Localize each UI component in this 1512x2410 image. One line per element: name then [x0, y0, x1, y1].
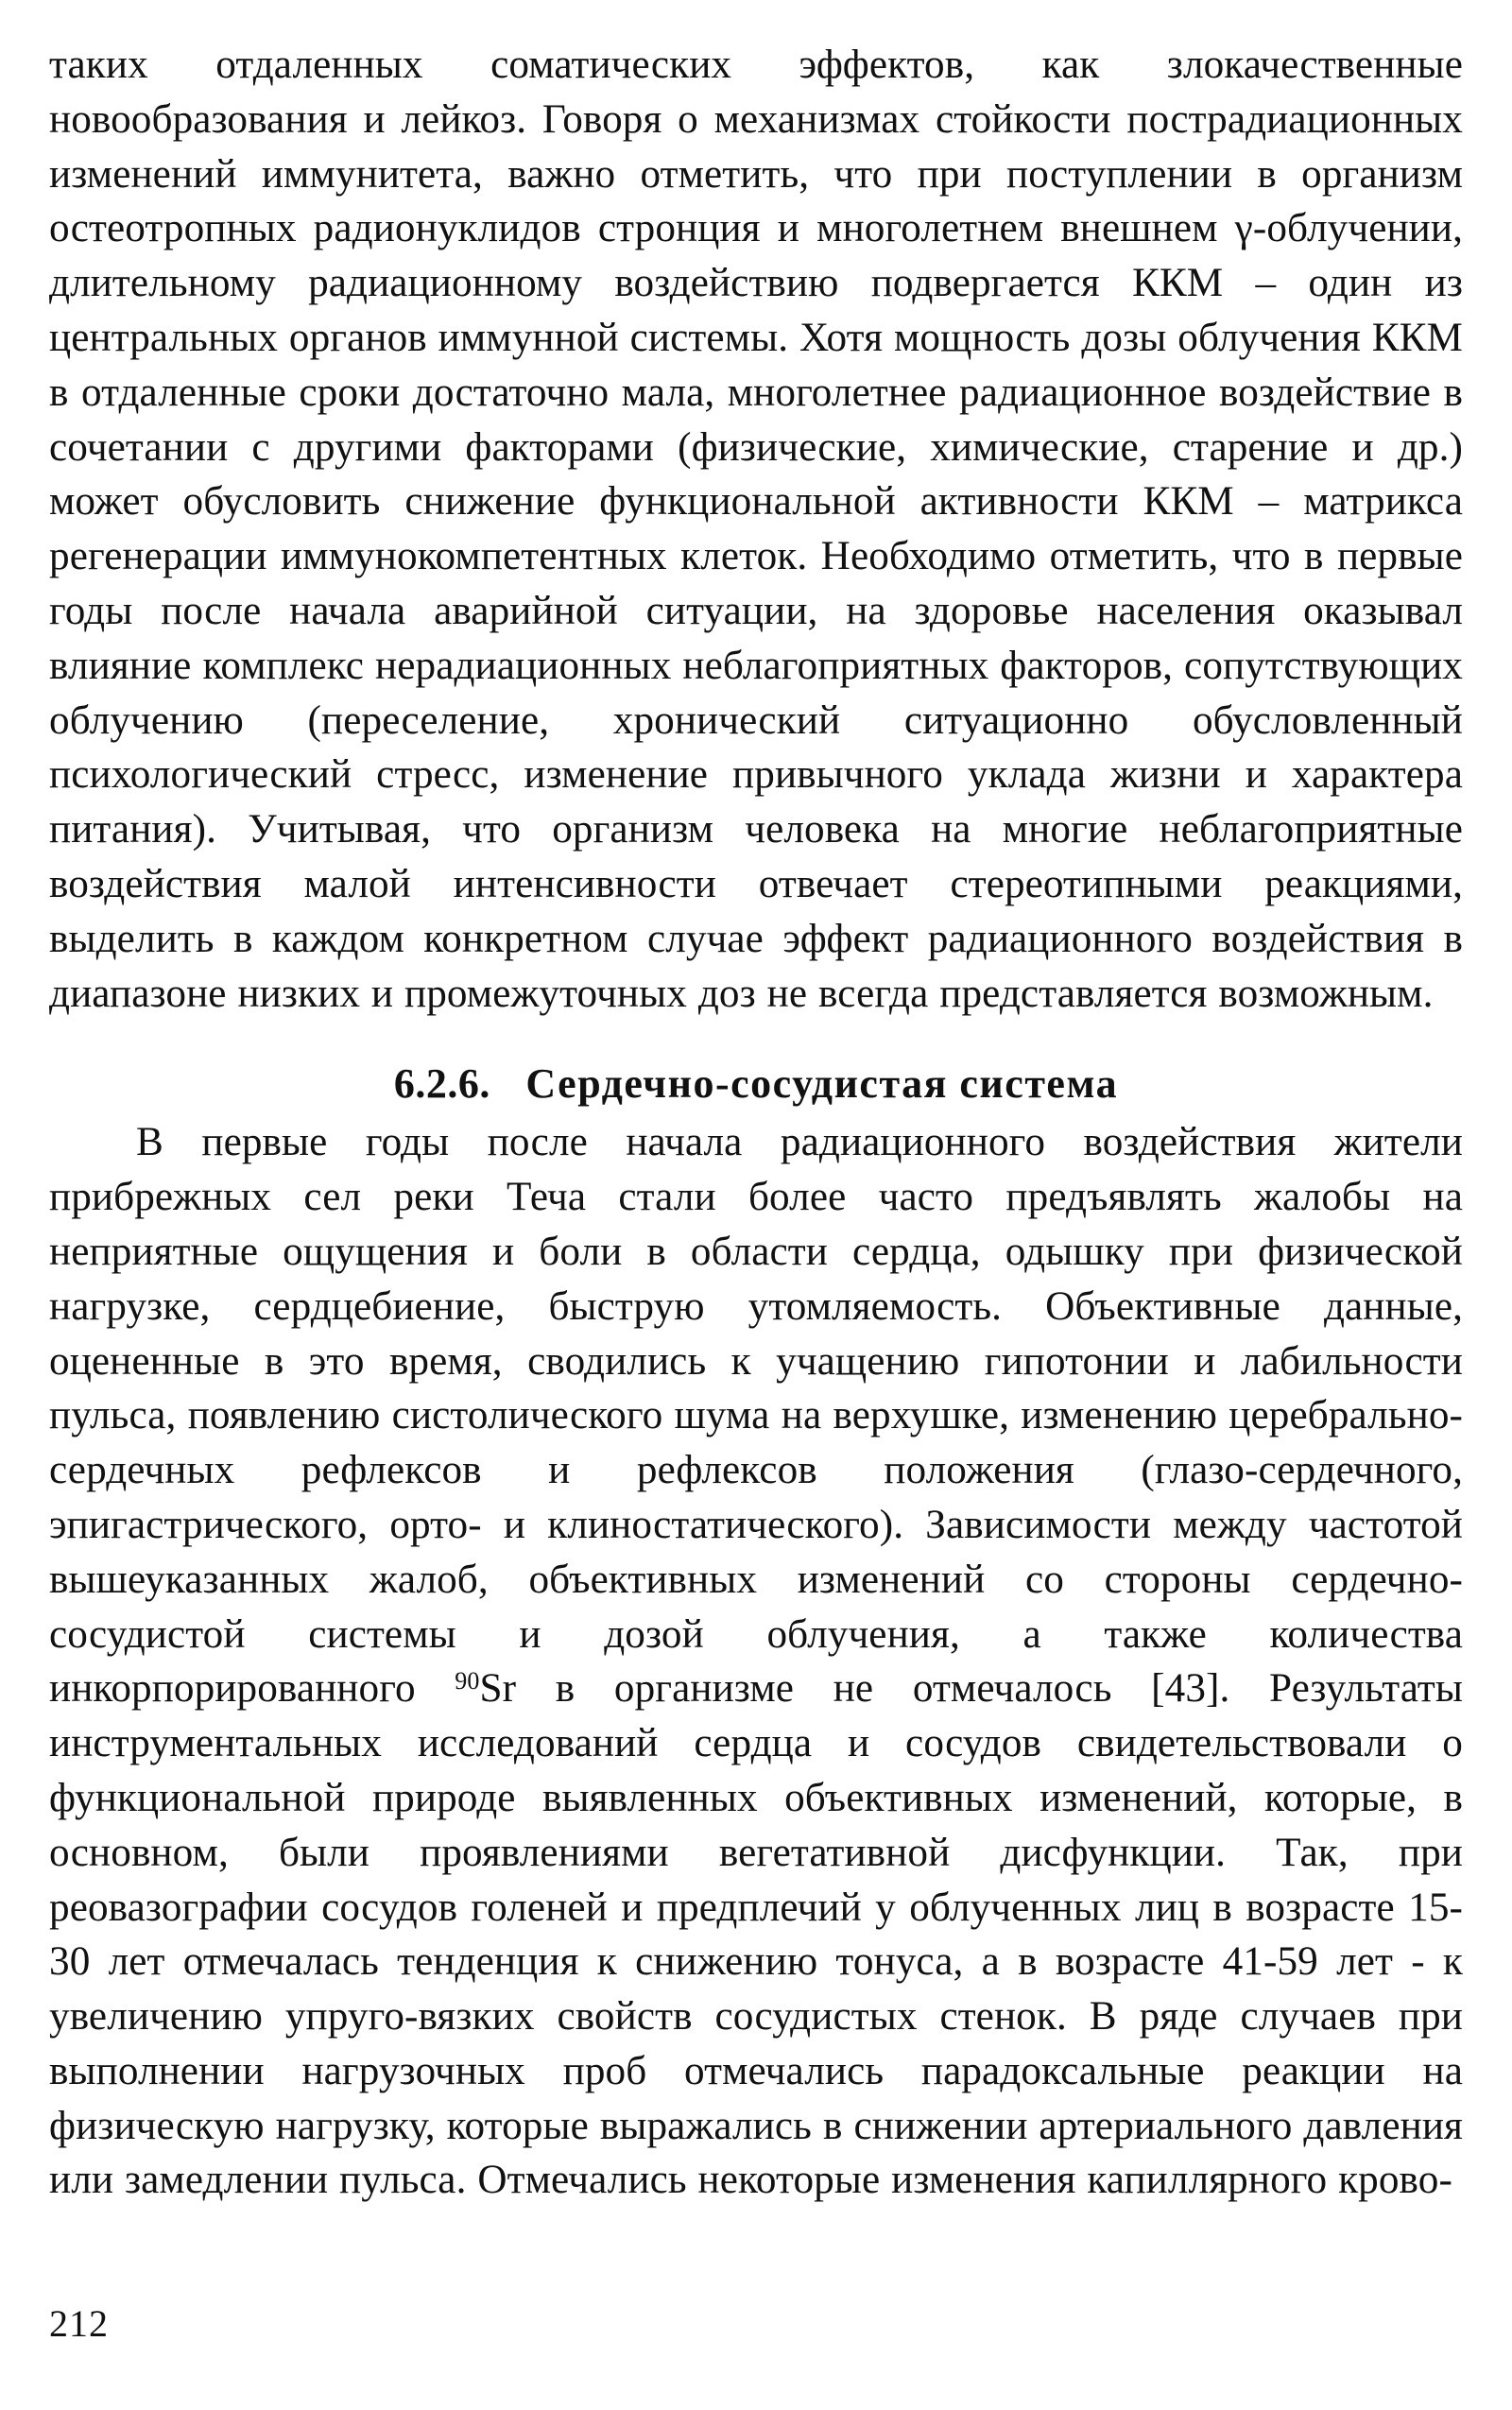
section-heading: [49, 1057, 1463, 1111]
isotope-symbol: Sr: [479, 1666, 517, 1712]
document-page: [49, 38, 1463, 2372]
section-title-separator: [502, 1060, 514, 1107]
section-title: Сердечно-сосудистая система: [525, 1060, 1119, 1108]
cardio-text-part-2: в организме не отмечалось [43]. Результаты инструментальных исследований сердца и сосудов свидетельствовали о функциональной природе выявленных объективных изменений, которые, в основном, были проявлениями вегетативной дисфункции. Так, при реовазографии сосудов голеней и предплечий у облученных лиц в возрасте 15-30 лет отмечалась тенденция к снижению тонуса, а в возрасте 41-59 лет - к увеличению упруго-вязких свойств сосудистых стенок. В ряде случаев при выполнении нагрузочных проб отмечались парадоксальные реакции на физическую нагрузку, которые выражались в снижении артериального давления или замедлении пульса. Отмечались некоторые изменения капиллярного крово-: [49, 1666, 1463, 2203]
section-number: 6.2.6.: [393, 1060, 490, 1108]
body-paragraph-cardiovascular: [49, 1115, 1463, 2208]
cardio-text-part-1: В первые годы после начала радиационного воздействия жители прибрежных сел реки Теча стали более часто предъявлять жалобы на неприятные ощущения и боли в области сердца, одышку при физической нагрузке, сердцебиение, быструю утомляемость. Объективные данные, оцененные в это время, сводились к учащению гипотонии и лабильности пульса, появлению систолического шума на верхушке, изменению церебрально-сердечных рефлексов и рефлексов положения (глазо-сердечного, эпигастрического, орто- и клиностатического). Зависимости между частотой вышеуказанных жалоб, объективных изменений со стороны сердечно-сосудистой системы и дозой облучения, а также количества инкорпорированного: [49, 1120, 1463, 1712]
isotope-mass-number: 90: [455, 1666, 480, 1695]
body-paragraph-immunity: таких отдаленных соматических эффектов, как злокачественные новообразования и лейкоз. Говоря о механизмах стойкости пострадиационных изменений иммунитета, важно отметить, что при поступлении в организм остеотропных радионуклидов стронция и многолетнем внешнем γ-облучении, длительному радиационному воздействию подвергается ККМ – один из центральных органов иммунной системы. Хотя мощность дозы облучения ККМ в отдаленные сроки достаточно мала, многолетнее радиационное воздействие в сочетании с другими факторами (физические, химические, старение и др.) может обусловить снижение функциональной активности ККМ – матрикса регенерации иммунокомпетентных клеток. Необходимо отметить, что в первые годы после начала аварийной ситуации, на здоровье населения оказывал влияние комплекс нерадиационных неблагоприятных факторов, сопутствующих облучению (переселение, хронический ситуационно обусловленный психологический стресс, изменение привычного уклада жизни и характера питания). Учитывая, что организм человека на многие неблагоприятные воздействия малой интенсивности отвечает стереотипными реакциями, выделить в каждом конкретном случае эффект радиационного воздействия в диапазоне низких и промежуточных доз не всегда представляется возможным.: [49, 43, 1464, 1016]
page-number: 212: [49, 2302, 109, 2345]
